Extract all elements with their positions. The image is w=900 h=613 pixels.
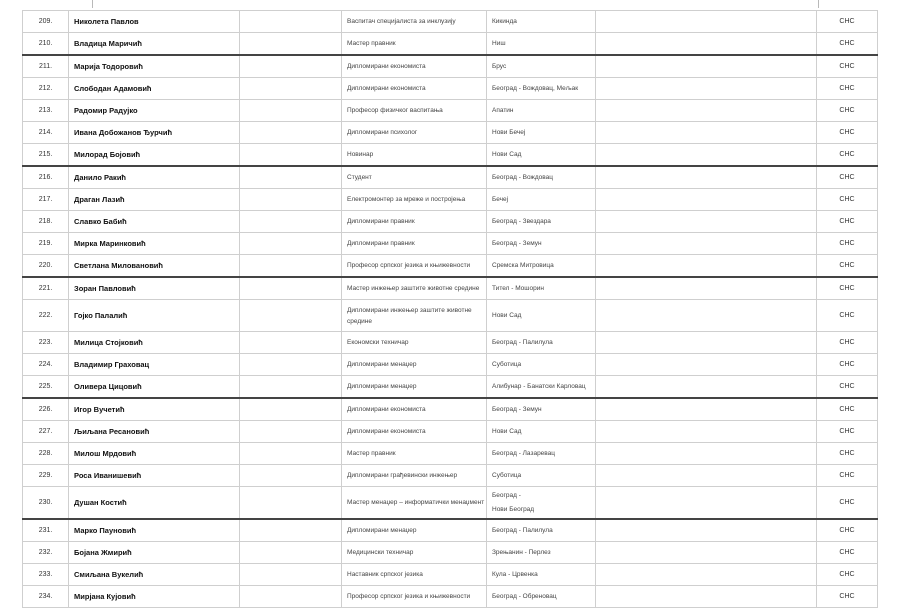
candidate-name: Душан Костић <box>69 487 240 520</box>
row-number: 229. <box>23 465 69 487</box>
residence-line: Нови Београд <box>492 505 535 513</box>
table-row <box>23 354 878 376</box>
row-number: 227. <box>23 421 69 443</box>
party-abbreviation: СНС <box>817 376 878 399</box>
table-row <box>23 11 878 33</box>
empty-cell <box>240 519 342 542</box>
party-abbreviation: СНС <box>817 519 878 542</box>
crop-mark <box>818 0 819 8</box>
empty-cell <box>240 189 342 211</box>
empty-cell <box>596 300 817 332</box>
residence-line: Београд - Обреновац <box>492 592 557 600</box>
empty-cell <box>596 443 817 465</box>
party-abbreviation: СНС <box>817 542 878 564</box>
table-row <box>23 487 878 520</box>
candidate-residence <box>487 144 596 167</box>
table-row <box>23 443 878 465</box>
table-row <box>23 33 878 56</box>
row-number: 225. <box>23 376 69 399</box>
party-abbreviation: СНС <box>817 300 878 332</box>
residence-line: Суботица <box>492 471 522 479</box>
residence-line: Нови Сад <box>492 311 522 319</box>
candidate-occupation: Мастер инжењер заштите животне средине <box>342 277 487 300</box>
crop-mark <box>92 0 93 8</box>
empty-cell <box>596 277 817 300</box>
candidate-residence <box>487 421 596 443</box>
candidate-residence <box>487 519 596 542</box>
residence-line: Београд - Земун <box>492 239 542 247</box>
party-abbreviation: СНС <box>817 354 878 376</box>
residence-line: Београд - Земун <box>492 405 542 413</box>
candidate-occupation: Дипломирани економиста <box>342 421 487 443</box>
candidate-residence <box>487 255 596 278</box>
residence-line: Нови Сад <box>492 150 522 158</box>
empty-cell <box>240 564 342 586</box>
residence-line: Нови Сад <box>492 427 522 435</box>
empty-cell <box>240 255 342 278</box>
party-abbreviation: СНС <box>817 398 878 421</box>
residence-line: Ниш <box>492 39 506 47</box>
empty-cell <box>240 398 342 421</box>
row-number: 223. <box>23 332 69 354</box>
candidate-occupation: Дипломирани психолог <box>342 122 487 144</box>
candidate-occupation: Медицински техничар <box>342 542 487 564</box>
candidate-residence <box>487 122 596 144</box>
candidate-name: Мирка Маринковић <box>69 233 240 255</box>
candidate-occupation: Мастер правник <box>342 443 487 465</box>
residence-line: Београд - Палилула <box>492 338 553 346</box>
empty-cell <box>240 354 342 376</box>
empty-cell <box>596 100 817 122</box>
table-row <box>23 211 878 233</box>
empty-cell <box>240 586 342 608</box>
party-abbreviation: СНС <box>817 255 878 278</box>
candidate-list-page <box>22 10 877 608</box>
party-abbreviation: СНС <box>817 332 878 354</box>
residence-line: Апатин <box>492 106 514 114</box>
candidate-occupation: Електромонтер за мреже и постројења <box>342 189 487 211</box>
residence-line: Београд - Вождовац, Мељак <box>492 84 579 92</box>
candidate-residence <box>487 542 596 564</box>
empty-cell <box>240 233 342 255</box>
table-row <box>23 277 878 300</box>
candidate-occupation: Наставник српског језика <box>342 564 487 586</box>
candidate-residence <box>487 564 596 586</box>
residence-line: Београд - Звездара <box>492 217 551 225</box>
empty-cell <box>240 211 342 233</box>
party-abbreviation: СНС <box>817 122 878 144</box>
candidate-name: Радомир Радујко <box>69 100 240 122</box>
candidate-residence <box>487 166 596 189</box>
row-number: 213. <box>23 100 69 122</box>
candidate-occupation: Професор српског језика и књижевности <box>342 586 487 608</box>
candidate-occupation: Студент <box>342 166 487 189</box>
row-number: 224. <box>23 354 69 376</box>
empty-cell <box>596 564 817 586</box>
residence-line: Тител - Мошорин <box>492 284 544 292</box>
residence-line: Алибунар - Банатски Карловац <box>492 382 586 390</box>
candidate-name: Љиљана Ресановић <box>69 421 240 443</box>
candidate-name: Слободан Адамовић <box>69 78 240 100</box>
row-number: 216. <box>23 166 69 189</box>
residence-line: Кикинда <box>492 17 517 25</box>
candidate-residence <box>487 78 596 100</box>
empty-cell <box>596 542 817 564</box>
candidate-name: Милорад Бојовић <box>69 144 240 167</box>
party-abbreviation: СНС <box>817 465 878 487</box>
row-number: 231. <box>23 519 69 542</box>
candidate-residence <box>487 189 596 211</box>
empty-cell <box>240 144 342 167</box>
empty-cell <box>240 277 342 300</box>
empty-cell <box>596 144 817 167</box>
table-row <box>23 100 878 122</box>
candidate-name: Зоран Павловић <box>69 277 240 300</box>
row-number: 226. <box>23 398 69 421</box>
residence-line: Београд - Палилула <box>492 526 553 534</box>
table-row <box>23 398 878 421</box>
candidate-name: Игор Вучетић <box>69 398 240 421</box>
empty-cell <box>240 78 342 100</box>
table-row <box>23 332 878 354</box>
empty-cell <box>596 122 817 144</box>
table-row <box>23 233 878 255</box>
candidate-occupation: Дипломирани менаџер <box>342 354 487 376</box>
empty-cell <box>240 122 342 144</box>
residence-line: Бечеј <box>492 195 509 203</box>
candidate-occupation: Васпитач специјалиста за инклузију <box>342 11 487 33</box>
candidate-occupation: Професор српског језика и књижевности <box>342 255 487 278</box>
row-number: 218. <box>23 211 69 233</box>
party-abbreviation: СНС <box>817 55 878 78</box>
table-row <box>23 564 878 586</box>
candidate-name: Роса Иванишевић <box>69 465 240 487</box>
row-number: 212. <box>23 78 69 100</box>
party-abbreviation: СНС <box>817 586 878 608</box>
candidate-residence <box>487 233 596 255</box>
candidate-occupation: Новинар <box>342 144 487 167</box>
table-row <box>23 421 878 443</box>
residence-line: Београд - Лазаревац <box>492 449 556 457</box>
candidate-table <box>22 10 878 608</box>
candidate-name: Бојана Жмирић <box>69 542 240 564</box>
candidate-name: Милош Мрдовић <box>69 443 240 465</box>
candidate-name: Ивана Добожанов Ђурчић <box>69 122 240 144</box>
row-number: 228. <box>23 443 69 465</box>
row-number: 210. <box>23 33 69 56</box>
candidate-residence <box>487 443 596 465</box>
empty-cell <box>596 465 817 487</box>
empty-cell <box>240 33 342 56</box>
candidate-residence <box>487 398 596 421</box>
table-row <box>23 465 878 487</box>
table-row <box>23 122 878 144</box>
party-abbreviation: СНС <box>817 100 878 122</box>
candidate-name: Милица Стојковић <box>69 332 240 354</box>
candidate-occupation: Дипломирани менаџер <box>342 519 487 542</box>
table-row <box>23 586 878 608</box>
candidate-occupation: Дипломирани економиста <box>342 78 487 100</box>
candidate-residence <box>487 100 596 122</box>
row-number: 233. <box>23 564 69 586</box>
empty-cell <box>596 189 817 211</box>
table-row <box>23 542 878 564</box>
empty-cell <box>240 487 342 520</box>
empty-cell <box>596 376 817 399</box>
residence-line: Кула - Црвенка <box>492 570 538 578</box>
candidate-name: Данило Ракић <box>69 166 240 189</box>
empty-cell <box>596 78 817 100</box>
empty-cell <box>596 33 817 56</box>
party-abbreviation: СНС <box>817 11 878 33</box>
row-number: 222. <box>23 300 69 332</box>
party-abbreviation: СНС <box>817 211 878 233</box>
row-number: 219. <box>23 233 69 255</box>
party-abbreviation: СНС <box>817 33 878 56</box>
empty-cell <box>240 376 342 399</box>
empty-cell <box>240 465 342 487</box>
candidate-name: Марко Пауновић <box>69 519 240 542</box>
residence-line: Брус <box>492 62 507 70</box>
empty-cell <box>596 421 817 443</box>
table-row <box>23 300 878 332</box>
party-abbreviation: СНС <box>817 189 878 211</box>
candidate-occupation: Мастер менаџер – информатички менаџмент <box>342 487 487 520</box>
empty-cell <box>240 443 342 465</box>
candidate-residence <box>487 11 596 33</box>
candidate-occupation: Дипломирани економиста <box>342 55 487 78</box>
candidate-occupation: Мастер правник <box>342 33 487 56</box>
empty-cell <box>596 233 817 255</box>
row-number: 217. <box>23 189 69 211</box>
candidate-name: Оливера Цицовић <box>69 376 240 399</box>
residence-line: Сремска Митровица <box>492 261 554 269</box>
row-number: 211. <box>23 55 69 78</box>
empty-cell <box>596 11 817 33</box>
table-row <box>23 78 878 100</box>
candidate-rows <box>23 11 878 608</box>
empty-cell <box>240 55 342 78</box>
table-row <box>23 255 878 278</box>
candidate-name: Светлана Миловановић <box>69 255 240 278</box>
row-number: 220. <box>23 255 69 278</box>
candidate-residence <box>487 465 596 487</box>
candidate-occupation: Дипломирани грађевински инжењер <box>342 465 487 487</box>
candidate-name: Николета Павлов <box>69 11 240 33</box>
empty-cell <box>240 542 342 564</box>
candidate-name: Смиљана Вукелић <box>69 564 240 586</box>
row-number: 232. <box>23 542 69 564</box>
empty-cell <box>596 519 817 542</box>
residence-line: Нови Бечеј <box>492 128 526 136</box>
candidate-residence <box>487 277 596 300</box>
table-row <box>23 55 878 78</box>
residence-line: Београд - Вождовац <box>492 173 554 181</box>
row-number: 234. <box>23 586 69 608</box>
candidate-occupation: Економски техничар <box>342 332 487 354</box>
empty-cell <box>596 55 817 78</box>
table-row <box>23 144 878 167</box>
row-number: 214. <box>23 122 69 144</box>
empty-cell <box>596 255 817 278</box>
candidate-name: Славко Бабић <box>69 211 240 233</box>
candidate-name: Владимир Граховац <box>69 354 240 376</box>
empty-cell <box>596 586 817 608</box>
candidate-name: Драган Лазић <box>69 189 240 211</box>
empty-cell <box>596 398 817 421</box>
party-abbreviation: СНС <box>817 166 878 189</box>
candidate-residence <box>487 332 596 354</box>
table-row <box>23 519 878 542</box>
empty-cell <box>596 354 817 376</box>
party-abbreviation: СНС <box>817 144 878 167</box>
candidate-residence <box>487 300 596 332</box>
row-number: 230. <box>23 487 69 520</box>
candidate-name: Гојко Палалић <box>69 300 240 332</box>
empty-cell <box>596 332 817 354</box>
party-abbreviation: СНС <box>817 233 878 255</box>
candidate-name: Мирјана Кујовић <box>69 586 240 608</box>
party-abbreviation: СНС <box>817 443 878 465</box>
empty-cell <box>240 332 342 354</box>
candidate-residence <box>487 354 596 376</box>
candidate-residence <box>487 487 596 520</box>
party-abbreviation: СНС <box>817 277 878 300</box>
empty-cell <box>596 487 817 520</box>
candidate-residence <box>487 376 596 399</box>
table-row <box>23 189 878 211</box>
candidate-name: Владица Маричић <box>69 33 240 56</box>
residence-line: Зрењанин - Перлез <box>492 548 551 556</box>
candidate-residence <box>487 211 596 233</box>
empty-cell <box>240 100 342 122</box>
empty-cell <box>240 166 342 189</box>
row-number: 209. <box>23 11 69 33</box>
empty-cell <box>240 421 342 443</box>
party-abbreviation: СНС <box>817 421 878 443</box>
row-number: 215. <box>23 144 69 167</box>
candidate-occupation: Дипломирани економиста <box>342 398 487 421</box>
table-row <box>23 166 878 189</box>
candidate-occupation: Професор физичког васпитања <box>342 100 487 122</box>
candidate-occupation: Дипломирани правник <box>342 211 487 233</box>
party-abbreviation: СНС <box>817 564 878 586</box>
table-row <box>23 376 878 399</box>
candidate-occupation: Дипломирани менаџер <box>342 376 487 399</box>
candidate-residence <box>487 55 596 78</box>
candidate-occupation: Дипломирани правник <box>342 233 487 255</box>
residence-line: Суботица <box>492 360 522 368</box>
empty-cell <box>240 300 342 332</box>
candidate-name: Марија Тодоровић <box>69 55 240 78</box>
candidate-occupation: Дипломирани инжењер заштите животне средине <box>342 300 487 332</box>
party-abbreviation: СНС <box>817 78 878 100</box>
empty-cell <box>240 11 342 33</box>
empty-cell <box>596 166 817 189</box>
candidate-residence <box>487 33 596 56</box>
candidate-residence <box>487 586 596 608</box>
party-abbreviation: СНС <box>817 487 878 520</box>
row-number: 221. <box>23 277 69 300</box>
empty-cell <box>596 211 817 233</box>
residence-line: Београд - <box>492 491 521 499</box>
